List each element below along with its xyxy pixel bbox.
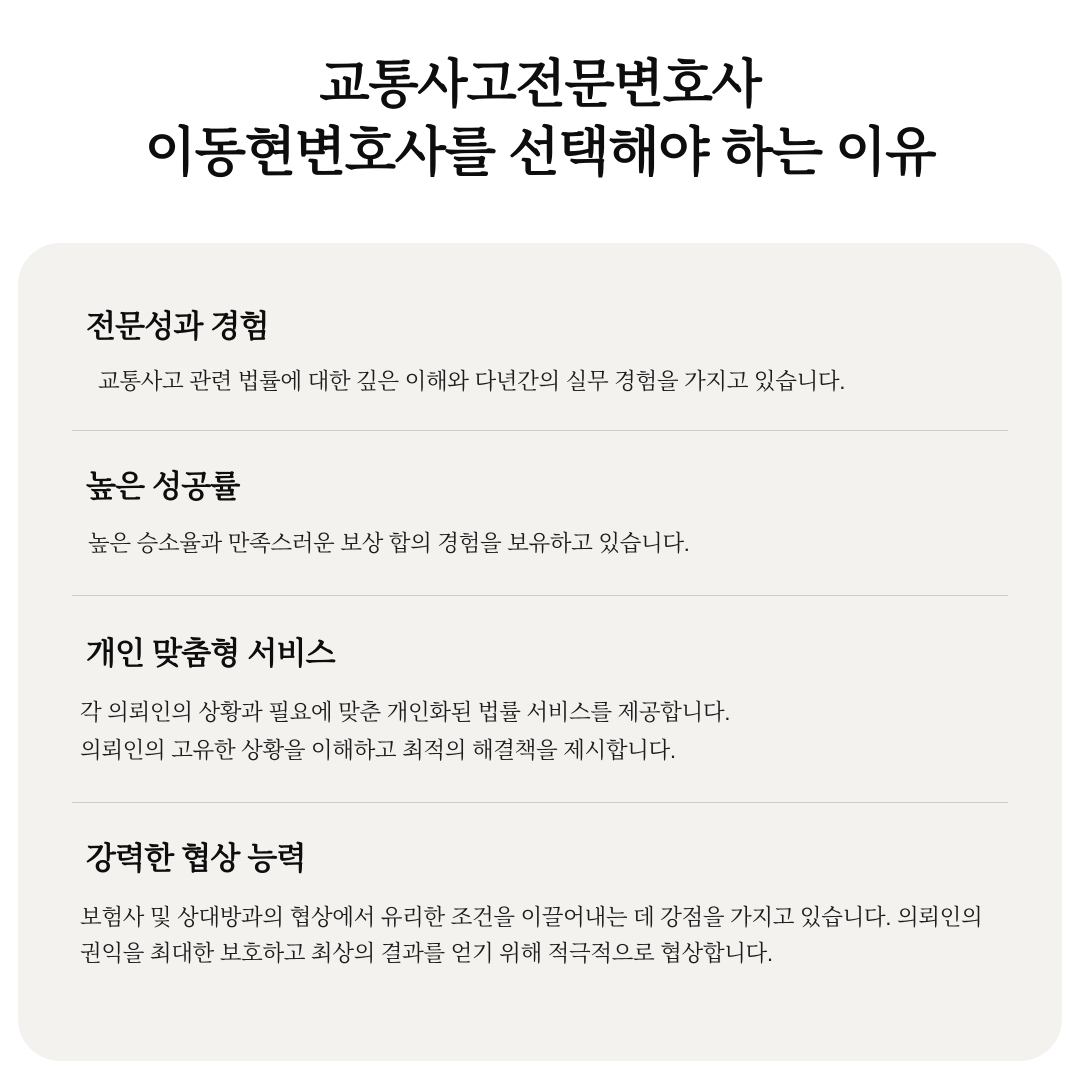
reason-body-line: 각 의뢰인의 상황과 필요에 맞춘 개인화된 법률 서비스를 제공합니다. xyxy=(80,700,731,726)
reason-body-line: 높은 승소율과 만족스러운 보상 합의 경험을 보유하고 있습니다. xyxy=(88,530,690,556)
reason-title: 강력한 협상 능력 xyxy=(86,841,306,877)
page-title-line-2: 이동현변호사를 선택해야 하는 이유 xyxy=(144,122,936,182)
reason-title: 전문성과 경험 xyxy=(86,309,269,344)
reason-body-line: 교통사고 관련 법률에 대한 깊은 이해와 다년간의 실무 경험을 가지고 있습니다. xyxy=(98,369,846,394)
page-title xyxy=(0,0,1080,186)
reason-body-line: 보험사 및 상대방과의 협상에서 유리한 조건을 이끌어내는 데 강점을 가지고 있습니다. 의뢰인의 권익을 최대한 보호하고 최상의 결과를 얻기 위해 적극적으로 협상합니다. xyxy=(80,905,983,966)
reason-item xyxy=(72,595,1008,802)
reasons-card xyxy=(18,243,1062,1061)
reason-body xyxy=(88,526,1008,562)
page-title-line-1: 교통사고전문변호사 xyxy=(319,56,761,114)
reason-body xyxy=(80,900,1008,971)
reason-title: 높은 성공률 xyxy=(86,468,240,504)
reason-body xyxy=(98,364,1008,400)
reason-title: 개인 맞춤형 서비스 xyxy=(86,636,335,672)
reason-item xyxy=(72,802,1008,971)
reason-item xyxy=(72,289,1008,430)
reason-body-line: 의뢰인의 고유한 상황을 이해하고 최적의 해결책을 제시합니다. xyxy=(80,737,676,763)
reason-body xyxy=(80,695,1008,768)
reason-item xyxy=(72,430,1008,596)
